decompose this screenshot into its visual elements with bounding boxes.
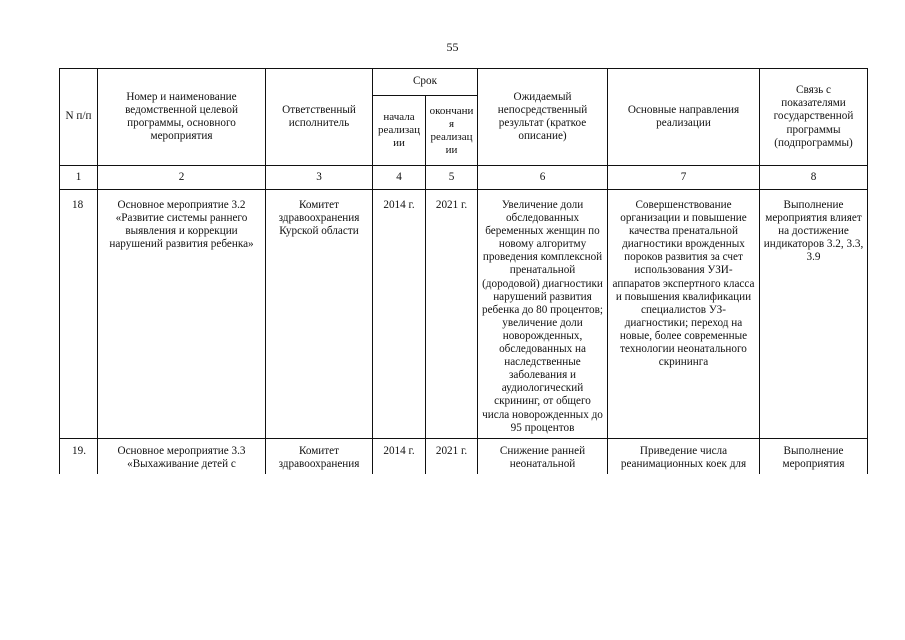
header-name: Номер и наименование ведомственной целевой программы, основного мероприятия	[98, 69, 266, 166]
column-number: 3	[266, 166, 373, 190]
column-number: 8	[760, 166, 868, 190]
row-directions: Совершенствование организации и повышение качества пренатальной диагностики врожденных пороков развития за счет использования УЗИ-аппаратов экспертного класса и повышения квалификации специалистов УЗ-диагностики; переход на новые, более современные технологии неонатального скрининга	[608, 190, 760, 439]
program-table	[59, 68, 868, 474]
header-result: Ожидаемый непосредственный результат (краткое описание)	[478, 69, 608, 166]
header-no: N п/п	[60, 69, 98, 166]
row-executor: Комитет здравоохранения	[266, 438, 373, 474]
row-name: Основное мероприятие 3.3 «Выхаживание детей с	[98, 438, 266, 474]
row-result: Снижение ранней неонатальной	[478, 438, 608, 474]
header-term-end: окончания реализации	[426, 96, 478, 166]
row-start: 2014 г.	[373, 190, 426, 439]
column-number: 7	[608, 166, 760, 190]
row-end: 2021 г.	[426, 190, 478, 439]
row-end: 2021 г.	[426, 438, 478, 474]
page-number: 55	[446, 40, 459, 54]
header-row	[60, 69, 868, 96]
header-term-start: начала реализации	[373, 96, 426, 166]
row-start: 2014 г.	[373, 438, 426, 474]
row-name: Основное мероприятие 3.2 «Развитие системы раннего выявления и коррекции нарушений развития ребенка»	[98, 190, 266, 439]
table-row	[60, 190, 868, 439]
column-number: 5	[426, 166, 478, 190]
row-link: Выполнение мероприятия влияет на достижение индикаторов 3.2, 3.3, 3.9	[760, 190, 868, 439]
row-number: 18	[60, 190, 98, 439]
row-result: Увеличение доли обследованных беременных женщин по новому алгоритму проведения комплексной пренатальной (дородовой) диагностики нарушений развития ребенка до 80 процентов; увеличение доли новорожденных, обследованных на наследственные заболевания и аудиологический скрининг, от общего числа новорожденных до 95 процентов	[478, 190, 608, 439]
row-link: Выполнение мероприятия	[760, 438, 868, 474]
header-executor: Ответственный исполнитель	[266, 69, 373, 166]
table-row	[60, 438, 868, 474]
row-executor: Комитет здравоохранения Курской области	[266, 190, 373, 439]
column-number-row	[60, 166, 868, 190]
column-number: 4	[373, 166, 426, 190]
row-directions: Приведение числа реанимационных коек для	[608, 438, 760, 474]
header-term: Срок	[373, 69, 478, 96]
column-number: 2	[98, 166, 266, 190]
header-link: Связь с показателями государственной программы (подпрограммы)	[760, 69, 868, 166]
header-directions: Основные направления реализации	[608, 69, 760, 166]
column-number: 1	[60, 166, 98, 190]
row-number: 19.	[60, 438, 98, 474]
column-number: 6	[478, 166, 608, 190]
